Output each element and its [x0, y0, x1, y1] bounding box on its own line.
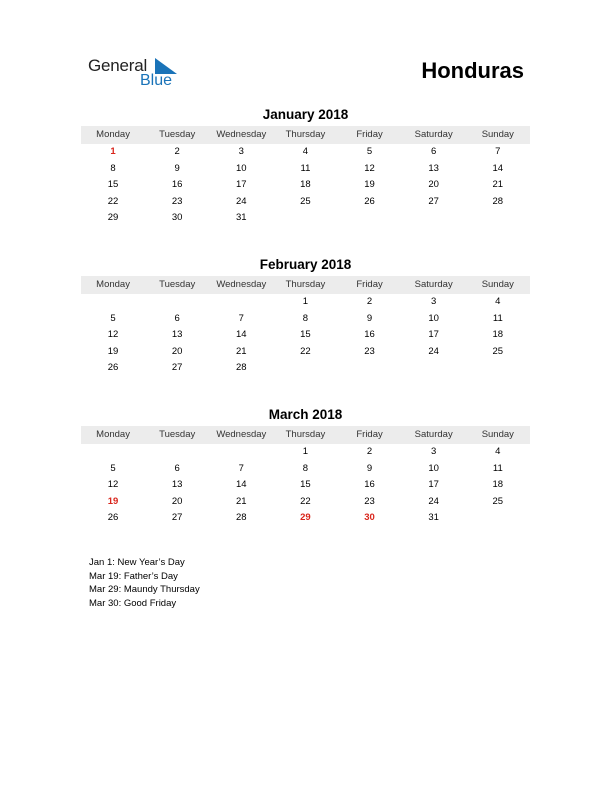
- date-cell: 29: [107, 212, 119, 224]
- date-cell: 13: [171, 479, 183, 491]
- country-title: Honduras: [421, 58, 524, 83]
- date-cell: 3: [431, 446, 437, 457]
- date-cell: 9: [366, 462, 373, 474]
- date-cell: 10: [428, 462, 439, 474]
- date-cell: 19: [107, 345, 119, 357]
- date-cell: 3: [238, 146, 244, 157]
- date-cell: 13: [171, 329, 183, 341]
- date-cell: 26: [364, 195, 375, 207]
- week-row: [81, 144, 530, 161]
- holiday-date-cell: 29: [300, 512, 311, 524]
- date-cell: 23: [364, 495, 375, 507]
- date-cell: 20: [428, 179, 439, 191]
- weekday-header-row: [81, 126, 530, 144]
- date-cell: [338, 360, 402, 377]
- page-header: [0, 0, 612, 100]
- date-cell: [466, 360, 530, 377]
- weekday-label: Friday: [356, 429, 383, 440]
- week-row: [81, 444, 530, 461]
- date-cell: 24: [428, 495, 439, 507]
- date-cell: 7: [495, 146, 501, 157]
- date-cell: 4: [302, 146, 309, 157]
- date-cell: [273, 210, 337, 227]
- date-cell: 9: [174, 162, 180, 174]
- week-row: [81, 194, 530, 211]
- week-row: [81, 210, 530, 227]
- date-cell: 26: [107, 512, 119, 524]
- week-row: [81, 360, 530, 377]
- date-cell: [209, 444, 273, 461]
- date-cell: [209, 294, 273, 311]
- date-cell: 18: [300, 179, 311, 191]
- date-cell: 5: [110, 312, 116, 324]
- weekday-label: Friday: [356, 129, 383, 140]
- date-cell: 28: [492, 195, 504, 207]
- date-cell: [338, 210, 402, 227]
- weekday-label: Monday: [96, 129, 130, 140]
- week-row: [81, 327, 530, 344]
- date-cell: [81, 294, 145, 311]
- month-january: [81, 106, 530, 227]
- date-cell: 1: [302, 296, 309, 307]
- date-cell: 6: [431, 146, 437, 157]
- date-cell: 19: [364, 179, 375, 191]
- date-cell: 22: [300, 345, 311, 357]
- weekday-label: Thursday: [285, 279, 326, 290]
- month-title: January 2018: [262, 107, 349, 122]
- date-cell: 10: [428, 312, 439, 324]
- date-cell: 17: [236, 179, 247, 191]
- date-cell: 16: [171, 179, 183, 191]
- holiday-list: [89, 556, 200, 611]
- date-cell: 14: [492, 162, 504, 174]
- date-cell: 15: [300, 479, 311, 491]
- week-row: [81, 461, 530, 478]
- holiday-entry: Mar 30: Good Friday: [89, 598, 177, 610]
- date-cell: 6: [174, 312, 180, 324]
- week-row: [81, 161, 530, 178]
- date-cell: 24: [428, 345, 439, 357]
- date-cell: 31: [236, 212, 247, 224]
- date-cell: 3: [431, 296, 437, 307]
- date-cell: 12: [364, 162, 375, 174]
- date-cell: 5: [110, 462, 116, 474]
- date-cell: [273, 360, 337, 377]
- month-february: [81, 256, 530, 377]
- date-cell: 17: [428, 479, 439, 491]
- weekday-label: Sunday: [481, 429, 514, 440]
- date-cell: 28: [236, 362, 247, 374]
- date-cell: [402, 210, 466, 227]
- holiday-date-cell: 19: [107, 495, 119, 507]
- date-cell: 11: [492, 462, 503, 474]
- date-cell: 18: [492, 329, 504, 341]
- weekday-label: Wednesday: [216, 279, 267, 290]
- date-cell: 8: [302, 462, 309, 474]
- date-cell: 23: [364, 345, 375, 357]
- date-cell: 20: [171, 345, 183, 357]
- week-row: [81, 177, 530, 194]
- date-cell: 12: [107, 329, 119, 341]
- date-cell: 25: [492, 495, 504, 507]
- date-cell: 24: [236, 195, 247, 207]
- date-cell: 12: [107, 479, 119, 491]
- weekday-label: Sunday: [481, 279, 514, 290]
- weekday-label: Sunday: [481, 129, 514, 140]
- date-cell: 22: [107, 195, 119, 207]
- weekday-label: Saturday: [414, 279, 453, 290]
- date-cell: 16: [364, 329, 375, 341]
- holiday-entry: Mar 29: Maundy Thursday: [89, 584, 200, 596]
- date-cell: 20: [171, 495, 183, 507]
- weekday-label: Tuesday: [159, 129, 196, 140]
- date-cell: 21: [236, 345, 247, 357]
- week-row: [81, 311, 530, 328]
- date-cell: 17: [428, 329, 439, 341]
- date-cell: 22: [300, 495, 311, 507]
- date-cell: 25: [492, 345, 504, 357]
- date-cell: 25: [300, 195, 311, 207]
- weekday-label: Monday: [96, 279, 130, 290]
- weekday-header-row: [81, 426, 530, 444]
- date-cell: 8: [110, 162, 116, 174]
- week-row: [81, 294, 530, 311]
- weekday-label: Tuesday: [159, 279, 196, 290]
- date-cell: [145, 444, 209, 461]
- holiday-date-cell: 1: [110, 146, 116, 157]
- date-cell: 5: [366, 146, 373, 157]
- date-cell: 4: [495, 446, 501, 457]
- weekday-label: Monday: [96, 429, 130, 440]
- date-cell: 31: [428, 512, 439, 524]
- weekday-label: Saturday: [414, 429, 453, 440]
- date-cell: 15: [300, 329, 311, 341]
- month-title: March 2018: [268, 407, 343, 422]
- weekday-label: Thursday: [285, 129, 326, 140]
- date-cell: 2: [366, 446, 373, 457]
- weekday-label: Saturday: [414, 129, 453, 140]
- date-cell: [466, 210, 530, 227]
- weekday-label: Wednesday: [216, 429, 267, 440]
- weekday-label: Tuesday: [159, 429, 196, 440]
- date-cell: 1: [302, 446, 309, 457]
- date-cell: 7: [238, 462, 244, 474]
- date-cell: 27: [171, 512, 183, 524]
- date-cell: [466, 510, 530, 527]
- date-cell: 13: [428, 162, 439, 174]
- week-row: [81, 477, 530, 494]
- date-cell: 27: [171, 362, 183, 374]
- date-cell: 30: [171, 212, 183, 224]
- date-cell: 4: [495, 296, 501, 307]
- logo-word-general: General: [88, 56, 148, 75]
- week-row: [81, 510, 530, 527]
- date-cell: 8: [302, 312, 309, 324]
- date-cell: 23: [171, 195, 183, 207]
- date-cell: 11: [300, 162, 311, 174]
- date-cell: 9: [366, 312, 373, 324]
- date-cell: 7: [238, 312, 244, 324]
- date-cell: 14: [236, 479, 247, 491]
- date-cell: 28: [236, 512, 247, 524]
- weekday-header-row: [81, 276, 530, 294]
- holiday-date-cell: 30: [364, 512, 375, 524]
- date-cell: [145, 294, 209, 311]
- date-cell: 2: [366, 296, 373, 307]
- weekday-label: Thursday: [285, 429, 326, 440]
- holiday-entry: Mar 19: Father’s Day: [89, 570, 178, 582]
- date-cell: 6: [174, 462, 180, 474]
- date-cell: 27: [428, 195, 439, 207]
- date-cell: 16: [364, 479, 375, 491]
- date-cell: 14: [236, 329, 247, 341]
- month-march: [81, 406, 530, 527]
- weekday-label: Friday: [356, 279, 383, 290]
- date-cell: [81, 444, 145, 461]
- date-cell: 2: [174, 146, 180, 157]
- date-cell: 10: [236, 162, 247, 174]
- generalblue-logo: [88, 56, 188, 92]
- month-title: February 2018: [259, 257, 352, 272]
- date-cell: 21: [236, 495, 247, 507]
- date-cell: [402, 360, 466, 377]
- date-cell: 26: [107, 362, 119, 374]
- holiday-entry: Jan 1: New Year’s Day: [89, 557, 185, 568]
- logo-word-blue: Blue: [140, 72, 173, 89]
- week-row: [81, 344, 530, 361]
- weekday-label: Wednesday: [216, 129, 267, 140]
- date-cell: 15: [107, 179, 119, 191]
- week-row: [81, 494, 530, 511]
- date-cell: 11: [492, 312, 503, 324]
- date-cell: 18: [492, 479, 504, 491]
- date-cell: 21: [492, 179, 504, 191]
